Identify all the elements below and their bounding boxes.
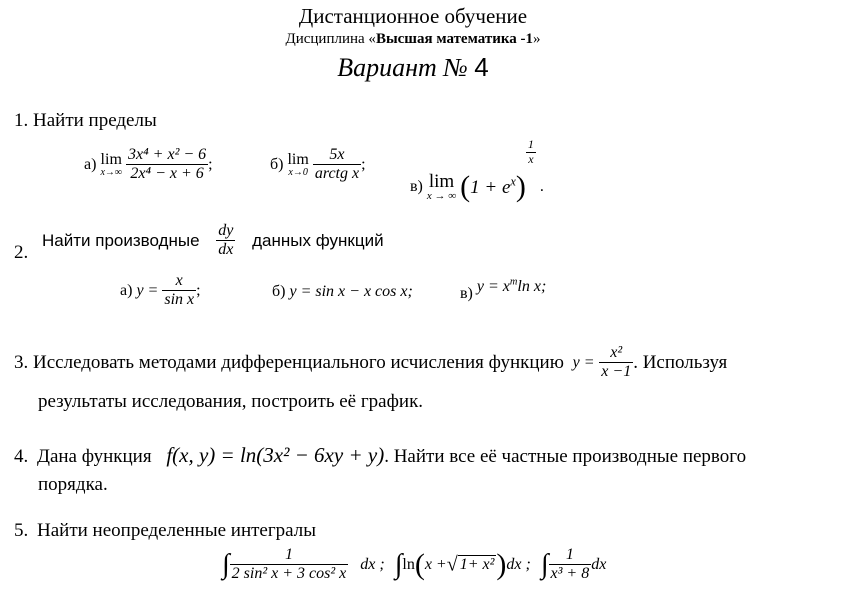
task-2-part-a (120, 272, 201, 310)
lim-subscript: x→∞ (100, 166, 123, 178)
page-title: Дистанционное обучение (298, 4, 528, 28)
integral-1-dx: dx ; (360, 555, 385, 573)
limit-operator (287, 152, 308, 178)
outer-exponent (526, 138, 536, 167)
numerator: 3x⁴ + x² − 6 (128, 146, 207, 163)
deriv-den: dx (218, 241, 234, 259)
function-lhs: y = (572, 353, 595, 371)
left-paren: ( (414, 547, 425, 581)
left-paren: ( (460, 170, 471, 204)
part-end: ; (208, 155, 213, 173)
task-3-line-1 (14, 344, 727, 382)
task-5-title: Найти неопределенные интегралы (37, 520, 317, 541)
denominator: 2x⁴ − x + 6 (126, 164, 208, 183)
part-label: в) (460, 285, 473, 303)
part-label: в) (410, 178, 423, 196)
task-3-text-before: Исследовать методами дифференциального исчисления функцию (33, 351, 564, 373)
task-3-line-2: результаты исследования, построить её график. (38, 391, 424, 412)
task-1-heading (14, 110, 157, 132)
task-2-title-after: данных функций (252, 230, 384, 250)
fraction (313, 146, 361, 184)
task-1-part-c (410, 138, 544, 204)
base-text: 1 + e (470, 177, 511, 199)
lim-subscript: x → ∞ (426, 190, 457, 203)
function-expression: f(x, y) = ln(3x² − 6xy + y) (166, 443, 385, 467)
right-paren: ) (496, 547, 507, 581)
task-2-title-before: Найти производные (42, 230, 200, 250)
task-4-text-before: Дана функция (37, 446, 152, 467)
integrals-row (222, 546, 606, 584)
task-1-part-a (84, 146, 213, 184)
task-2-part-b (272, 283, 413, 301)
function-fraction (599, 344, 633, 382)
task-5-heading (14, 520, 316, 542)
task-3-number: 3. (14, 351, 29, 373)
numerator: x² (610, 344, 623, 361)
part-label: а) (120, 281, 133, 299)
variant-label: Вариант № (337, 53, 475, 82)
discipline-line (0, 31, 826, 48)
denominator: 2 sin² x + 3 cos² x (231, 565, 347, 583)
integral-3-dx: dx (591, 555, 607, 573)
numerator: x (175, 272, 183, 289)
lhs: y = (136, 281, 159, 299)
task-3-text-after: . Используя (633, 351, 728, 373)
fraction (126, 146, 208, 184)
fraction (162, 272, 196, 310)
variant-title (0, 52, 826, 83)
task-1-title: Найти пределы (33, 110, 157, 131)
right-paren: ) (515, 170, 526, 204)
integral-sign: ∫ (394, 548, 403, 580)
integral-2-ln: ln (402, 555, 415, 573)
base-expression (470, 174, 516, 199)
discipline-suffix: » (533, 31, 541, 47)
denominator: x³ + 8 (550, 565, 590, 583)
denominator: sin x (164, 291, 195, 309)
task-4-line-1 (14, 443, 746, 468)
exponent: m (509, 277, 518, 288)
task-2-heading (42, 222, 384, 260)
task-5-number: 5. (14, 520, 29, 541)
limit-operator (427, 172, 456, 202)
part-label: б) (272, 283, 286, 300)
numerator: 1 (565, 546, 574, 563)
task-2-number: 2. (14, 242, 29, 263)
task-1-number: 1. (14, 110, 29, 131)
part-label: б) (270, 155, 284, 173)
variant-number: 4 (474, 52, 489, 82)
integral-1-fraction (230, 546, 349, 584)
task-1-part-b (270, 146, 366, 184)
integral-2-sqrt: 1+ x² (459, 555, 495, 573)
part-end: ; (361, 155, 366, 173)
discipline-prefix: Дисциплина « (285, 31, 376, 47)
task-4-number: 4. (14, 446, 29, 467)
lim-word: lim (287, 150, 309, 168)
part-end: . (539, 178, 544, 196)
task-2-part-c (460, 277, 547, 303)
integral-sign: ∫ (540, 548, 549, 580)
discipline-name: Высшая математика -1 (375, 31, 533, 47)
inner-exponent: x (510, 174, 516, 189)
denominator: arctg x (314, 165, 360, 183)
integral-sign: ∫ (222, 548, 230, 580)
task-4-line-2: порядка. (38, 474, 108, 495)
sqrt-sign: √ (446, 553, 458, 576)
task-4-text-after: . Найти все её частные производные первого (384, 446, 747, 467)
integral-3-fraction (549, 546, 592, 584)
outer-exp-num: 1 (527, 137, 534, 151)
limit-operator (100, 152, 122, 178)
lim-subscript: x→0 (288, 166, 308, 178)
integral-2-inner: x + (424, 555, 447, 573)
denominator: x −1 (601, 363, 632, 381)
rhs: ln x; (517, 278, 547, 296)
part-label: а) (84, 155, 97, 173)
deriv-num: dy (218, 222, 234, 239)
outer-exp-den: x (526, 152, 536, 167)
lim-word: lim (428, 171, 455, 193)
derivative-symbol (216, 222, 235, 260)
lhs: y = x (476, 278, 510, 296)
integral-2-dx: dx ; (506, 555, 531, 573)
expression (477, 278, 546, 295)
part-end: ; (196, 281, 201, 299)
expression: y = sin x − x cos x; (289, 283, 413, 300)
lim-word: lim (100, 150, 122, 168)
numerator: 1 (284, 546, 293, 563)
numerator: 5x (329, 146, 345, 163)
